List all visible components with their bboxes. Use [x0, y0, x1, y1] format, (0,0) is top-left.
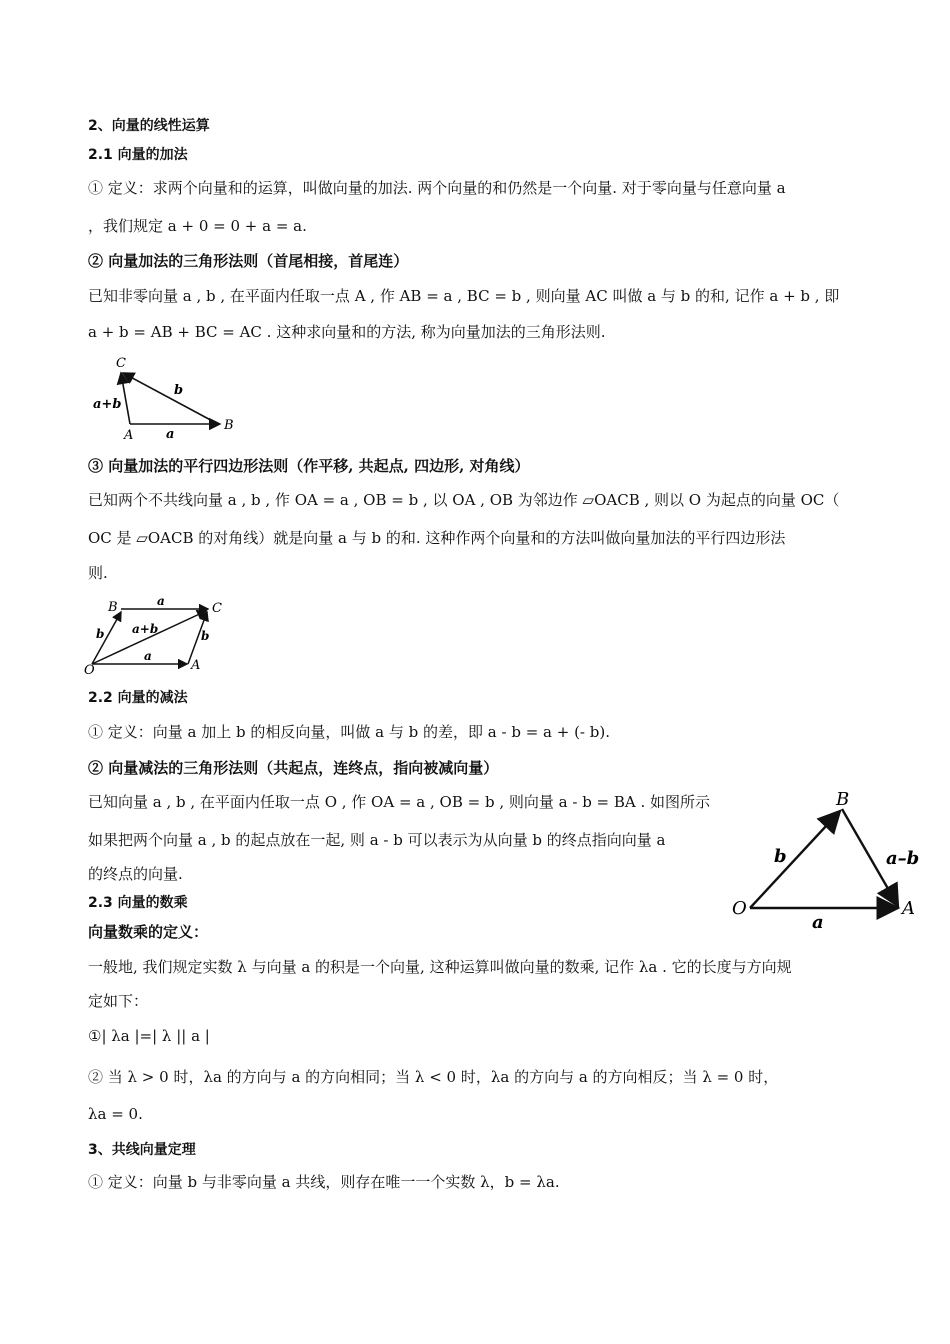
- triangle-rule-line-2: a + b = AB + BC = AC . 这种求向量和的方法, 称为向量加法的三角形法则.: [88, 323, 606, 341]
- subtraction-rule-line-3: 的终点的向量.: [88, 865, 183, 883]
- addition-definition-line-2: ，我们规定 a + 0 = 0 + a = a.: [88, 217, 307, 235]
- scalar-line-5: λa = 0.: [88, 1105, 143, 1123]
- scalar-line-3: ①| λa |=| λ || a |: [88, 1027, 210, 1045]
- subsection-2-2-title: 2.2 向量的减法: [88, 690, 188, 706]
- vector-b-label: b: [774, 846, 787, 867]
- triangle-rule-title: ② 向量加法的三角形法则（首尾相接，首尾连）: [88, 252, 409, 270]
- point-a-label: A: [191, 658, 201, 673]
- scalar-line-2: 定如下：: [88, 992, 149, 1010]
- point-a-label: A: [902, 898, 915, 919]
- scalar-line-4: ② 当 λ > 0 时，λa 的方向与 a 的方向相同；当 λ < 0 时，λa 的方向与 a 的方向相反；当 λ = 0 时，: [88, 1068, 779, 1086]
- sum-label: a+b: [132, 622, 159, 636]
- point-a-label: A: [124, 428, 134, 443]
- subtraction-figure: [726, 786, 926, 936]
- parallelogram-rule-line-2: OC 是 ▱OACB 的对角线）就是向量 a 与 b 的和. 这种作两个向量和的方法叫做向量加法的平行四边形法: [88, 529, 786, 547]
- parallelogram-rule-figure: [84, 594, 234, 676]
- collinear-definition: ① 定义：向量 b 与非零向量 a 共线，则存在唯一一个实数 λ，b = λa.: [88, 1173, 560, 1191]
- scalar-line-1: 一般地, 我们规定实数 λ 与向量 a 的积是一个向量, 这种运算叫做向量的数乘, 记作 λa . 它的长度与方向规: [88, 958, 792, 976]
- point-b-label: B: [836, 789, 850, 810]
- point-o-label: O: [84, 663, 95, 676]
- top-a-label: a: [157, 594, 165, 608]
- vector-sum-arrow: [121, 373, 130, 424]
- subtraction-rule-line-1: 已知向量 a , b , 在平面内任取一点 O , 作 OA = a , OB = b , 则向量 a - b = BA . 如图所示: [88, 793, 711, 811]
- triangle-rule-figure: [88, 350, 248, 445]
- point-c-label: C: [116, 356, 126, 371]
- subsection-2-1-title: 2.1 向量的加法: [88, 147, 188, 163]
- vector-a-label: a: [812, 912, 824, 933]
- bottom-a-label: a: [144, 649, 152, 663]
- point-b-label: B: [224, 418, 234, 433]
- addition-definition-line-1: ① 定义：求两个向量和的运算，叫做向量的加法. 两个向量的和仍然是一个向量. 对于零向量与任意向量 a: [88, 179, 786, 197]
- subtraction-rule-line-2: 如果把两个向量 a , b 的起点放在一起, 则 a - b 可以表示为从向量 b 的终点指向向量 a: [88, 831, 666, 849]
- point-o-label: O: [732, 898, 747, 919]
- triangle-rule-line-1: 已知非零向量 a , b , 在平面内任取一点 A , 作 AB = a , BC = b , 则向量 AC 叫做 a 与 b 的和, 记作 a + b , 即: [88, 287, 840, 305]
- vector-b-label: b: [174, 383, 184, 398]
- vector-a-label: a: [166, 427, 175, 442]
- vector-b-arrow: [123, 373, 218, 424]
- subtraction-rule-title: ② 向量减法的三角形法则（共起点，连终点，指向被减向量）: [88, 759, 499, 777]
- section-3-title: 3、共线向量定理: [88, 1142, 196, 1158]
- subtraction-definition: ① 定义：向量 a 加上 b 的相反向量，叫做 a 与 b 的差，即 a - b = a + (- b).: [88, 723, 610, 741]
- parallelogram-rule-line-3: 则.: [88, 564, 108, 582]
- vector-difference-label: a–b: [886, 848, 920, 869]
- point-c-label: C: [212, 601, 222, 616]
- vector-ob-arrow: [750, 811, 840, 908]
- vector-sum-label: a+b: [93, 397, 122, 412]
- subsection-2-3-title: 2.3 向量的数乘: [88, 895, 188, 911]
- point-b-label: B: [108, 600, 118, 615]
- right-b-label: b: [201, 629, 210, 643]
- scalar-definition-title: 向量数乘的定义：: [88, 923, 209, 941]
- parallelogram-rule-title: ③ 向量加法的平行四边形法则（作平移, 共起点, 四边形, 对角线）: [88, 457, 530, 475]
- section-2-title: 2、向量的线性运算: [88, 118, 210, 134]
- parallelogram-rule-line-1: 已知两个不共线向量 a , b , 作 OA = a , OB = b , 以 OA , OB 为邻边作 ▱OACB , 则以 O 为起点的向量 OC（: [88, 491, 840, 509]
- left-b-label: b: [96, 627, 105, 641]
